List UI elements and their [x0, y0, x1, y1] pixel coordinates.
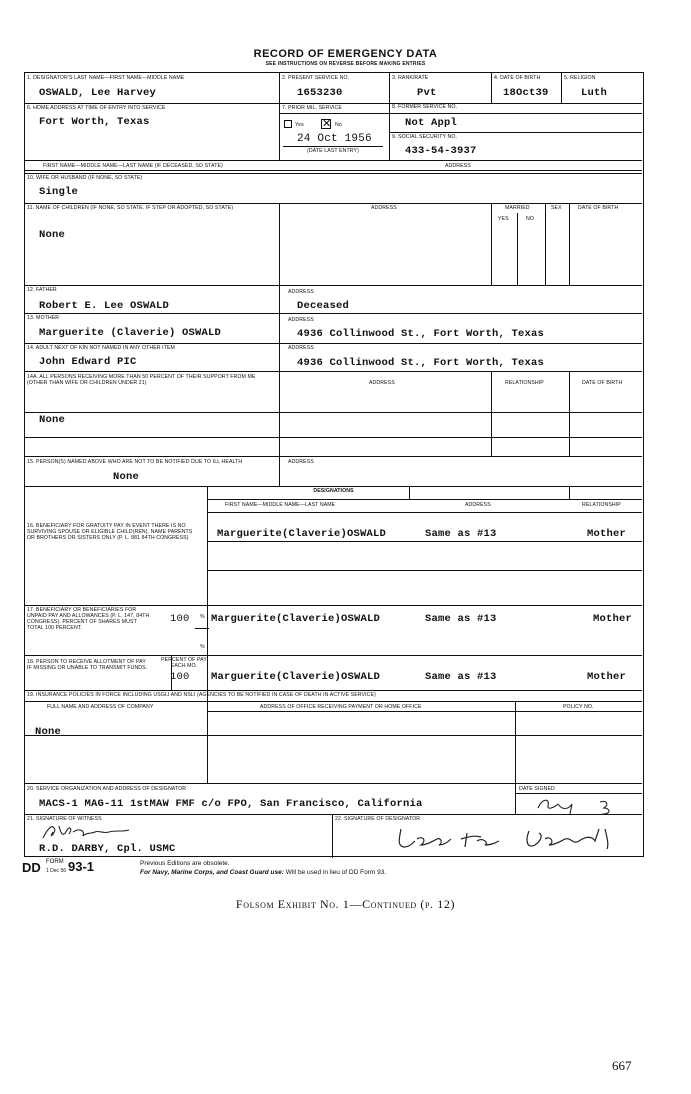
father-address-label: ADDRESS	[288, 289, 314, 295]
dependents-names[interactable]: None	[39, 414, 66, 426]
field-3-label: 3. RANK/RATE	[392, 75, 429, 81]
percent-sign-second: %	[200, 644, 205, 650]
designations-relationship-header: RELATIONSHIP	[582, 502, 621, 508]
field-21-label: 21. SIGNATURE OF WITNESS	[27, 816, 102, 822]
designations-address-header: ADDRESS	[465, 502, 491, 508]
children-address-header: ADDRESS	[371, 205, 397, 211]
mother-address-label: ADDRESS	[288, 317, 314, 323]
date-signed-label: DATE SIGNED	[519, 786, 555, 792]
father-address[interactable]: Deceased	[297, 300, 350, 312]
children-dob-header: DATE OF BIRTH	[578, 205, 619, 211]
allotment-percent[interactable]: 100	[170, 671, 190, 683]
page-number: 667	[612, 1058, 632, 1073]
mother-address[interactable]: 4936 Collinwood St., Fort Worth, Texas	[297, 328, 545, 340]
former-service-number[interactable]: Not Appl	[405, 117, 458, 129]
rank-rate[interactable]: Pvt	[417, 87, 437, 99]
witness-name[interactable]: R.D. DARBY, Cpl. USMC	[39, 843, 176, 855]
field-11-label: 11. NAME OF CHILDREN (IF NONE, SO STATE. IF STEP OR ADOPTED, SO STATE)	[27, 205, 234, 211]
next-of-kin-name[interactable]: John Edward PIC	[39, 356, 137, 368]
prior-service-no-label: No	[335, 122, 342, 128]
unpaid-pay-beneficiary-relationship[interactable]: Mother	[593, 613, 633, 625]
allotment-recipient-relationship[interactable]: Mother	[587, 671, 627, 683]
unpaid-pay-percent[interactable]: 100	[170, 613, 190, 625]
dd-mark: DD	[22, 860, 41, 875]
navy-use-note	[140, 869, 386, 876]
children-names[interactable]: None	[39, 229, 66, 241]
form-word: FORM	[46, 859, 64, 865]
previous-editions-note: Previous Editions are obsolete.	[140, 860, 230, 867]
dependents-dob-header: DATE OF BIRTH	[582, 380, 623, 386]
date-last-entry[interactable]: 24 Oct 1956	[297, 133, 372, 145]
field-14-label: 14. ADULT NEXT OF KIN NOT NAMED IN ANY OTHER ITEM	[27, 345, 175, 351]
gratuity-beneficiary-relationship[interactable]: Mother	[587, 528, 627, 540]
service-number[interactable]: 1653230	[297, 87, 343, 99]
navy-use-rest: Will be used in lieu of DD Form 93.	[285, 869, 387, 876]
children-married-no: NO	[526, 216, 534, 222]
insurance-company-header: FULL NAME AND ADDRESS OF COMPANY	[47, 704, 154, 710]
children-married-yes: YES	[498, 216, 509, 222]
unpaid-pay-beneficiary-address[interactable]: Same as #13	[425, 613, 497, 625]
navy-use-emphasis: For Navy, Marine Corps, and Coast Guard use:	[140, 869, 284, 876]
mother-name[interactable]: Marguerite (Claverie) OSWALD	[39, 327, 222, 339]
dependents-relationship-header: RELATIONSHIP	[505, 380, 544, 386]
gratuity-beneficiary-address[interactable]: Same as #13	[425, 528, 497, 540]
field-17-label: 17. BENEFICIARY OR BENEFICIARIES FOR UNPAID PAY AND ALLOWANCES (P. L. 147, 84TH CONGRESS). PERCENT OF SHARES MUST TOTAL 100 PERCENT.	[27, 607, 150, 631]
form-subtitle: SEE INSTRUCTIONS ON REVERSE BEFORE MAKING ENTRIES	[265, 61, 426, 67]
field-5-label: 5. RELIGION	[564, 75, 596, 81]
field-19-label: 19. INSURANCE POLICIES IN FORCE INCLUDING USGLI AND NSLI (AGENCIES TO BE NOTIFIED IN CASE OF DEATH IN ACTIVE SERVICE)	[27, 692, 376, 698]
field-22-label: 22. SIGNATURE OF DESIGNATOR	[335, 816, 421, 822]
field-14a-label: 14A. ALL PERSONS RECEIVING MORE THAN 50 PERCENT OF THEIR SUPPORT FROM ME (OTHER THAN WIFE OR CHILDREN UNDER 21)	[27, 374, 256, 386]
prior-service-no-checkbox[interactable]	[321, 119, 331, 129]
form-id-block	[22, 859, 41, 877]
date-of-birth[interactable]: 18Oct39	[503, 87, 549, 99]
next-of-kin-address-label: ADDRESS	[288, 345, 314, 351]
next-of-kin-address[interactable]: 4936 Collinwood St., Fort Worth, Texas	[297, 357, 545, 369]
name-column-header: FIRST NAME—MIDDLE NAME—LAST NAME (IF DECEASED, SO STATE)	[43, 163, 223, 169]
form-number: 93-1	[68, 859, 95, 874]
form-date: 1 Dec 56	[46, 868, 67, 874]
allotment-recipient-address[interactable]: Same as #13	[425, 671, 497, 683]
field-13-label: 13. MOTHER	[27, 315, 60, 321]
field-18-label: 18. PERSON TO RECEIVE ALLOTMENT OF PAY IF MISSING OR UNABLE TO TRANSMIT FUNDS.	[27, 659, 148, 671]
field-4-label: 4. DATE OF BIRTH	[494, 75, 541, 81]
field-8-label: 8. FORMER SERVICE NO.	[392, 104, 458, 110]
insurance-policies[interactable]: None	[35, 726, 62, 738]
children-sex-header: SEX	[551, 205, 562, 211]
field-12-label: 12. FATHER	[27, 287, 57, 293]
designations-name-header: FIRST NAME—MIDDLE NAME—LAST NAME	[225, 502, 336, 508]
field-7-label: 7. PRIOR MIL. SERVICE	[282, 105, 342, 111]
field-10-label: 10. WIFE OR HUSBAND (IF NONE, SO STATE)	[27, 175, 143, 181]
dependents-address-header: ADDRESS	[369, 380, 395, 386]
field-16-label: 16. BENEFICIARY FOR GRATUITY PAY IN EVENT THERE IS NO SURVIVING SPOUSE OR ELIGIBLE CHILD(REN). NAME PARENTS OR BROTHERS OR SISTERS ONLY (P. L. 881 84TH CONGRESS)	[27, 523, 193, 541]
exhibit-caption: Folsom Exhibit No. 1—Continued (p. 12)	[235, 897, 456, 911]
religion[interactable]: Luth	[581, 87, 608, 99]
gratuity-beneficiary-name[interactable]: Marguerite(Claverie)OSWALD	[217, 528, 387, 540]
field-15-label: 15. PERSON(S) NAMED ABOVE WHO ARE NOT TO BE NOTIFIED DUE TO ILL HEALTH	[27, 459, 243, 465]
field-9-label: 9. SOCIAL SECURITY NO.	[392, 134, 458, 140]
children-married-header: MARRIED	[505, 205, 530, 211]
date-signed-handwriting	[520, 794, 640, 816]
prior-service-yes-checkbox[interactable]	[284, 120, 292, 128]
field-20-label: 20. SERVICE ORGANIZATION AND ADDRESS OF DESIGNATOR	[27, 786, 187, 792]
field-6-label: 6. HOME ADDRESS AT TIME OF ENTRY INTO SERVICE	[27, 105, 166, 111]
percent-of-pay-label: PERCENT OF PAY EACH MO.	[161, 657, 207, 669]
designator-signature	[395, 821, 635, 855]
spouse-name[interactable]: Single	[39, 186, 79, 198]
designator-name[interactable]: OSWALD, Lee Harvey	[39, 87, 157, 99]
do-not-notify-names[interactable]: None	[113, 471, 140, 483]
home-address[interactable]: Fort Worth, Texas	[39, 116, 150, 128]
date-last-entry-caption: (DATE LAST ENTRY)	[307, 148, 359, 154]
field-2-label: 2. PRESENT SERVICE NO.	[282, 75, 350, 81]
witness-signature	[39, 820, 159, 844]
unpaid-pay-beneficiary-name[interactable]: Marguerite(Claverie)OSWALD	[211, 613, 381, 625]
father-name[interactable]: Robert E. Lee OSWALD	[39, 300, 170, 312]
percent-sign: %	[200, 614, 205, 620]
prior-service-yes-label: Yes	[295, 122, 304, 128]
designations-header: DESIGNATIONS	[313, 488, 354, 494]
insurance-office-header: ADDRESS OF OFFICE RECEIVING PAYMENT OR HOME OFFICE	[260, 704, 422, 710]
insurance-policy-header: POLICY NO.	[563, 704, 594, 710]
service-organization[interactable]: MACS-1 MAG-11 1stMAW FMF c/o FPO, San Francisco, California	[39, 798, 423, 810]
social-security-number[interactable]: 433-54-3937	[405, 145, 477, 157]
address-column-header: ADDRESS	[445, 163, 471, 169]
do-not-notify-address-label: ADDRESS	[288, 459, 314, 465]
emergency-data-form	[24, 72, 644, 857]
field-1-label: 1. DESIGNATOR'S LAST NAME—FIRST NAME—MIDDLE NAME	[27, 75, 185, 81]
allotment-recipient-name[interactable]: Marguerite(Claverie)OSWALD	[211, 671, 381, 683]
form-title: RECORD OF EMERGENCY DATA	[253, 48, 438, 60]
checkmark-icon: ✕	[322, 117, 332, 130]
